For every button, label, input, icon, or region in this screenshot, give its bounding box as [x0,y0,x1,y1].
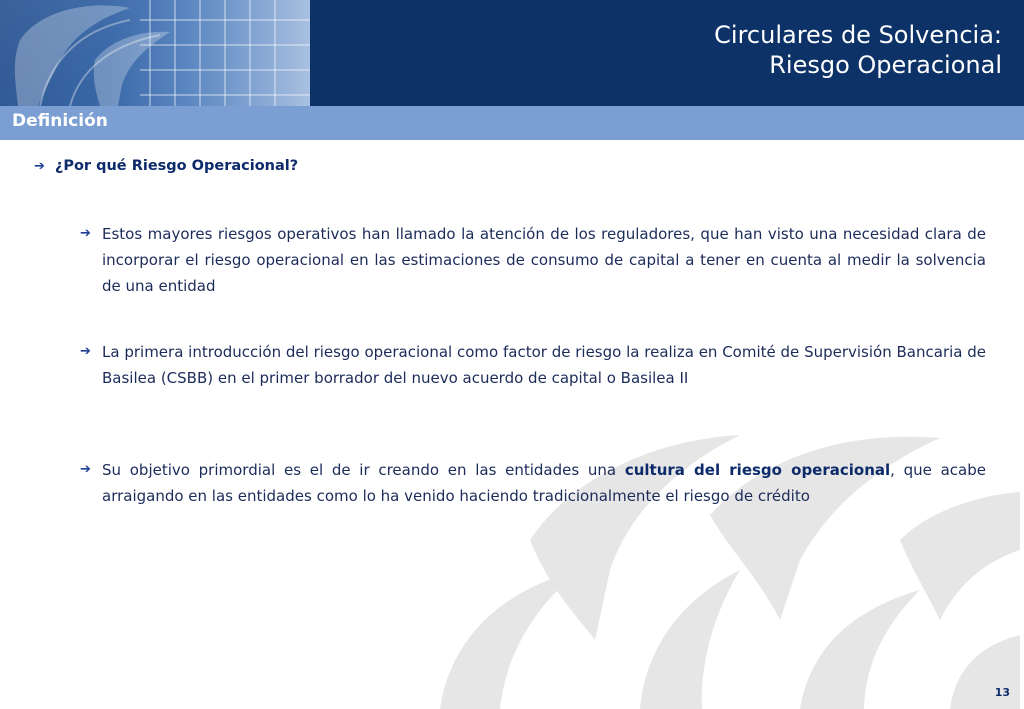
list-item [80,339,986,391]
bullet-text-part: , que acabe arraigando en las entidades como lo ha venido haciendo tradicionalmente el riesgo de crédito [102,461,986,505]
arrow-bullet-icon: ➔ [80,344,91,359]
arrow-bullet-icon: ➔ [80,226,91,241]
page-title [714,20,1002,80]
list-item [80,221,986,299]
bullet-text-part: Su objetivo primordial es el de ir creando en las entidades una [102,461,625,479]
heading-text: ¿Por qué Riesgo Operacional? [54,158,299,174]
title-line-1: Circulares de Solvencia: [714,21,1002,49]
list-item [80,457,986,509]
page-number: 13 [994,686,1010,699]
section-label: Definición [12,111,108,131]
heading-bullet [34,158,298,174]
arrow-bullet-icon: ➔ [34,159,45,174]
header-photo [0,0,310,106]
arrow-bullet-icon: ➔ [80,462,91,477]
section-bar [0,106,1024,140]
bullet-text: La primera introducción del riesgo operacional como factor de riesgo la realiza en Comité de Supervisión Bancaria de Basilea (CSBB) en el primer borrador del nuevo acuerdo de capital o Basilea II [102,343,986,387]
title-line-2: Riesgo Operacional [769,51,1002,79]
building-photo-icon [0,0,310,106]
bullet-text: Estos mayores riesgos operativos han llamado la atención de los reguladores, que han visto una necesidad clara de incorporar el riesgo operacional en las estimaciones de consumo de capital a tener en cuenta al medir la solvencia de una entidad [102,225,986,295]
header-banner [0,0,1024,106]
bold-phrase: cultura del riesgo operacional [624,461,891,479]
bullet-text [102,457,986,509]
